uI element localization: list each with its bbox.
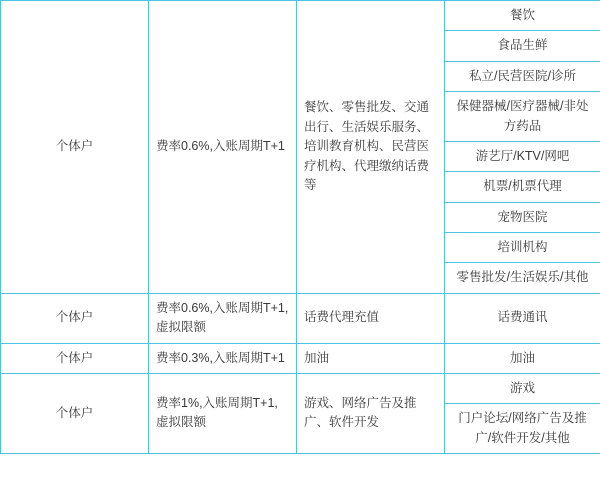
table-row <box>1 293 600 343</box>
category-cell: 零售批发/生活娱乐/其他 <box>445 263 600 293</box>
category-cell: 培训机构 <box>445 233 600 263</box>
entity-cell: 个体户 <box>1 1 149 294</box>
category-cell: 游戏 <box>445 373 600 403</box>
rate-cell: 费率1%,入账周期T+1,虚拟限额 <box>149 373 297 453</box>
category-cell: 保健器械/医疗器械/非处方药品 <box>445 92 600 142</box>
rate-cell: 费率0.6%,入账周期T+1,虚拟限额 <box>149 293 297 343</box>
table-body <box>1 1 600 454</box>
rate-cell: 费率0.3%,入账周期T+1 <box>149 343 297 373</box>
category-cell: 餐饮 <box>445 1 600 31</box>
entity-cell: 个体户 <box>1 293 149 343</box>
scope-cell: 餐饮、零售批发、交通出行、生活娱乐服务、培训教育机构、民营医疗机构、代理缴纳话费等 <box>297 1 445 294</box>
category-cell: 机票/机票代理 <box>445 172 600 202</box>
rate-cell: 费率0.6%,入账周期T+1 <box>149 1 297 294</box>
scope-cell: 加油 <box>297 343 445 373</box>
category-cell: 加油 <box>445 343 600 373</box>
category-cell: 门户论坛/网络广告及推广/软件开发/其他 <box>445 404 600 454</box>
category-cell: 食品生鲜 <box>445 31 600 61</box>
entity-cell: 个体户 <box>1 373 149 453</box>
category-cell: 宠物医院 <box>445 202 600 232</box>
category-cell: 私立/民营医院/诊所 <box>445 61 600 91</box>
category-cell: 话费通讯 <box>445 293 600 343</box>
scope-cell: 游戏、网络广告及推广、软件开发 <box>297 373 445 453</box>
scope-cell: 话费代理充值 <box>297 293 445 343</box>
table-row <box>1 343 600 373</box>
table-row <box>1 1 600 31</box>
table-row <box>1 373 600 403</box>
entity-cell: 个体户 <box>1 343 149 373</box>
category-cell: 游艺厅/KTV/网吧 <box>445 141 600 171</box>
